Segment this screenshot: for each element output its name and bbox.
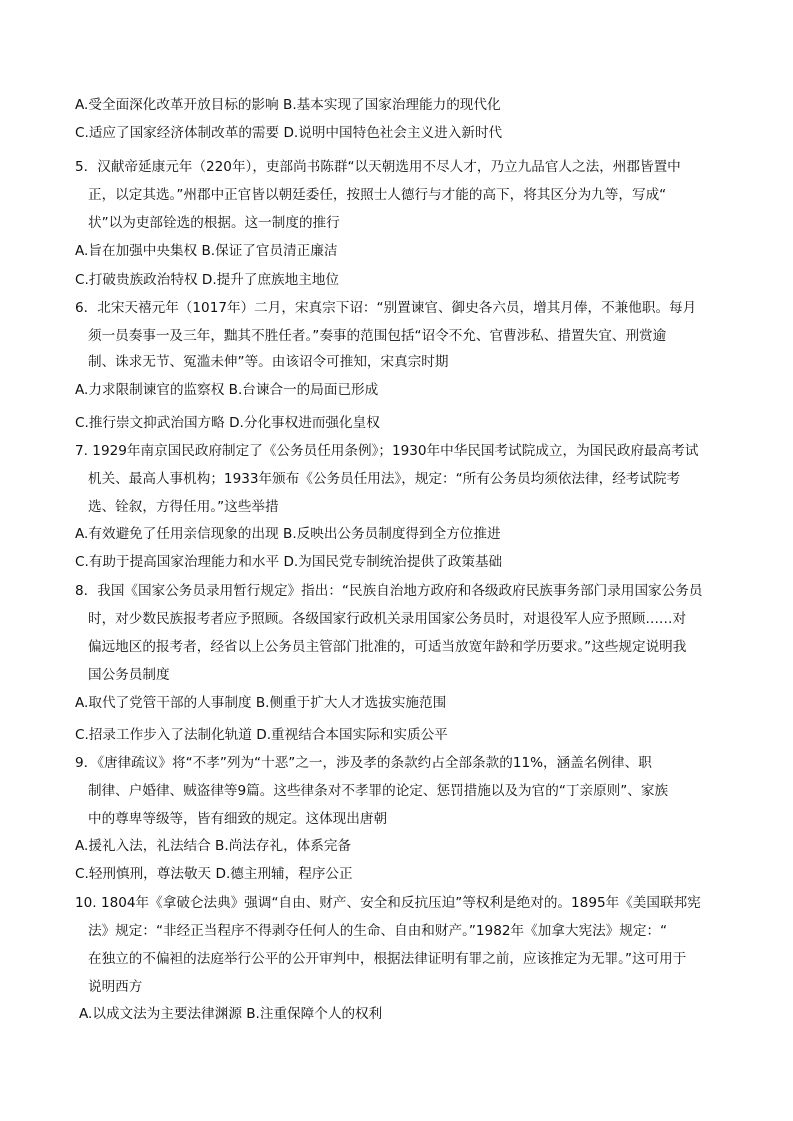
question-7-option: C.有助于提高国家治理能力和水平 D.为国民党专制统治提供了政策基础 [75,554,503,570]
question-10-stem: 说明西方 [88,979,143,995]
question-5-option: A.旨在加强中央集权 B.保证了官员清正廉洁 [75,243,338,259]
question-8-stem: 8．我国《国家公务员录用暂行规定》指出：“民族自治地方政府和各级政府民族事务部门录用国家公务员 [75,583,703,599]
option-line: C.适应了国家经济体制改革的需要 D.说明中国特色社会主义进入新时代 [75,125,503,141]
question-5-stem: 5．汉献帝延康元年（220年），吏部尚书陈群“以天朝选用不尽人才，乃立九品官人之法，州郡皆置中 [75,159,681,175]
question-7-stem: 选、铨叙，方得任用。”这些举措 [88,499,279,515]
question-10-stem: 10. 1804年《拿破仑法典》强调“自由、财产、安全和反抗压迫”等权利是绝对的。1895年《美国联邦宪 [75,895,701,911]
question-6-option: A.力求限制谏官的监察权 B.台谏合一的局面已形成 [75,382,379,398]
question-6-stem: 制、诛求无节、冤滥未伸”等。由该诏令可推知，宋真宗时期 [88,354,449,370]
question-9-stem: 中的尊卑等级等，皆有细致的规定。这体现出唐朝 [88,811,388,827]
question-8-stem: 国公务员制度 [88,667,170,683]
question-6-stem: 须一员奏事一及三年，黜其不胜任者。”奏事的范围包括“诏令不允、官曹涉私、措置失宜、刑赏逾 [88,328,667,344]
question-10-stem: 法》规定：“非经正当程序不得剥夺任何人的生命、自由和财产。”1982年《加拿大宪法》规定：“ [88,923,668,939]
question-6-stem: 6．北宋天禧元年（1017年）二月，宋真宗下诏：“别置谏官、御史各六员，增其月俸，不兼他职。每月 [75,300,697,316]
question-9-option: A.援礼入法，礼法结合 B.尚法存礼，体系完备 [75,838,352,854]
question-10-option: A.以成文法为主要法律渊源 B.注重保障个人的权利 [79,1006,383,1022]
question-5-option: C.打破贵族政治特权 D.提升了庶族地主地位 [75,272,340,288]
question-8-stem: 偏远地区的报考者，经省以上公务员主管部门批准的，可适当放宽年龄和学历要求。”这些规定说明我 [88,639,687,655]
question-7-stem: 7. 1929年南京国民政府制定了《公务员任用条例》；1930年中华民国考试院成立，为国民政府最高考试 [75,443,699,459]
question-6-option: C.推行崇文抑武治国方略 D.分化事权进而强化皇权 [75,415,380,431]
question-10-stem: 在独立的不偏袒的法庭举行公平的公开审判中，根据法律证明有罪之前，应该推定为无罪。”这可用于 [88,951,687,967]
question-5-stem: 状”以为吏部铨选的根据。这一制度的推行 [88,215,340,231]
question-8-option: C.招录工作步入了法制化轨道 D.重视结合本国实际和实质公平 [75,727,448,743]
question-7-stem: 机关、最高人事机构；1933年颁布《公务员任用法》，规定：“所有公务员均须依法律，经考试院考 [88,471,681,487]
question-8-option: A.取代了党管干部的人事制度 B.侧重于扩大人才选拔实施范围 [75,695,447,711]
question-5-stem: 正，以定其选。”州郡中正官皆以朝廷委任，按照士人德行与才能的高下，将其区分为九等，写成“ [88,187,667,203]
question-7-option: A.有效避免了任用亲信现象的出现 B.反映出公务员制度得到全方位推进 [75,526,501,542]
option-line: A.受全面深化改革开放目标的影响 B.基本实现了国家治理能力的现代化 [75,97,501,113]
question-9-stem: 制律、户婚律、贼盗律等9篇。这些律条对不孝罪的论定、惩罚措施以及为官的“丁亲原则”、家族 [88,783,669,799]
question-9-stem: 9．《唐律疏议》将“不孝”列为“十恶”之一，涉及孝的条款约占全部条款的11%，涵盖名例律、职 [75,755,652,771]
question-9-option: C.轻刑慎刑，尊法敬天 D.德主刑辅，程序公正 [75,866,353,882]
question-8-stem: 时，对少数民族报考者应予照顾。各级国家行政机关录用国家公务员时，对退役军人应予照顾……对 [88,611,687,627]
